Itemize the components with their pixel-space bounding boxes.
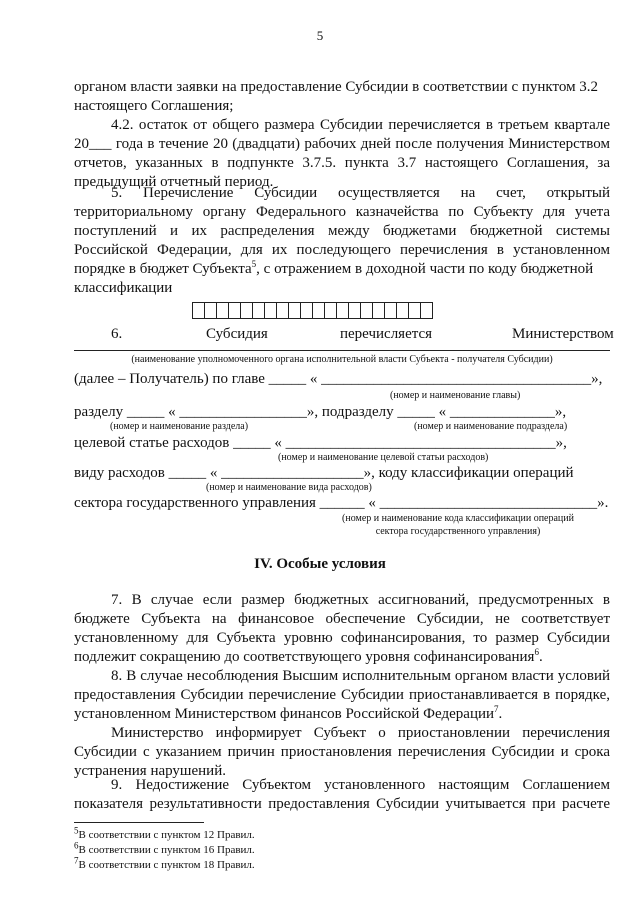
footnote-text: В соответствии с пунктом 18 Правил. [78,859,255,871]
footnote-mark: 5 [74,825,79,836]
text-line: (далее – Получатель) по главе _____ « ____________________________________», [74,371,603,387]
field-caption: (номер и наименование кода классификации операций [342,513,574,524]
text-line: 5. Перечисление Субсидии осуществляется на счет, открытый [111,185,610,201]
field-caption: (номер и наименование раздела) [110,421,249,432]
text-line: Российской Федерации, для их последующего перечисления в установленном [74,242,610,258]
field-caption: (номер и наименование главы) [390,390,521,401]
text-line: Субсидии с указанием причин приостановления перечисления Субсидии и срока [74,744,610,760]
clause-number: 6. [111,326,123,342]
text-line: устранения нарушений. [74,763,226,779]
text-line: 7. В случае если размер бюджетных ассигнований, предусмотренных в [111,592,610,608]
text-span: перечисляется [340,326,433,342]
text-span: установленном Министерством финансов Российской Федерации [74,706,495,722]
footnote-mark: 7 [74,855,79,866]
text-line: предоставления Субсидии перечисление Субсидии приостанавливается в порядке, [74,687,610,703]
page-number: 5 [316,28,324,43]
field-caption: (номер и наименование вида расходов) [206,482,372,493]
text-line: 4.2. остаток от общего размера Субсидии перечисляется в третьем квартале [111,117,610,133]
text-line: 9. Недостижение Субъектом установленного настоящим Соглашением [111,777,610,793]
text-line: целевой статье расходов _____ « ____________________________________», [74,435,567,451]
text-span: Министерством [512,326,614,342]
text-line: установленном Министерством финансов Российской Федерации$^7$. [74,704,503,722]
field-caption: (номер и наименование подраздела) [414,421,568,432]
field-caption: (наименование уполномоченного органа исполнительной власти Субъекта - получателя Субсидии) [131,354,553,365]
code-cell[interactable] [420,302,433,319]
text-line: Министерство информирует Субъект о приостановлении перечисления [111,725,610,741]
footnote-ref: 6 [534,647,539,657]
text-line: органом власти заявки на предоставление Субсидии в соответствии с пунктом 3.2 [74,79,599,95]
text-span: Субсидия [206,326,268,342]
text-line: отчетов, указанных в подпункте 3.7.5. пункта 3.7 настоящего Соглашения, за [74,155,610,171]
classification-code-boxes[interactable] [193,302,433,319]
text-line: подлежит сокращению до соответствующего уровня софинансирования$^6$. [74,647,543,665]
text-span: подлежит сокращению до соответствующего уровня софинансирования [74,649,535,665]
text-line [74,260,610,279]
text-line: 20___ года в течение 20 (двадцати) рабочих дней после получения Министерством [74,136,610,152]
text-line: разделу _____ « _________________», подразделу _____ « ______________», [74,404,567,420]
text-line: территориальному органу Федерального казначейства по Субъекту для учета [74,204,610,220]
footnote-text: В соответствии с пунктом 16 Правил. [78,844,255,856]
footnote [74,855,255,872]
fill-line [74,350,610,351]
text-line: классификации [74,280,173,296]
text-line: настоящего Соглашения; [74,98,234,114]
text-line: предыдущий отчетный период. [74,174,274,190]
text-line: сектора государственного управления ______ « _____________________________». [74,495,609,511]
footnote-text: В соответствии с пунктом 12 Правил. [78,829,255,841]
field-caption: сектора государственного управления) [375,526,541,537]
footnote-mark: 6 [74,840,79,851]
text-line: виду расходов _____ « ___________________», коду классификации операций [74,465,574,481]
text-span: , с отражением в доходной части по коду бюджетной [256,261,594,277]
footnote [74,825,255,842]
footnote-ref: 5 [251,259,257,269]
section-heading: IV. Особые условия [254,556,386,572]
footnote [74,840,255,857]
text-line: 8. В случае несоблюдения Высшим исполнительным органом власти условий [111,668,610,684]
text-line: поступлений и их распределения между бюджетами бюджетной системы [74,223,610,239]
text-line: бюджете Субъекта на финансовое обеспечение Субсидии, не соответствует [74,611,610,627]
footnote-ref: 7 [494,704,499,714]
text-line: показателя результативности предоставления Субсидии учитывается при расчете [74,796,610,812]
footnote-separator [74,822,204,823]
field-caption: (номер и наименование целевой статьи расходов) [278,452,489,463]
text-span: порядке в бюджет Субъекта [74,261,252,277]
text-line: установленному для Субъекта уровню софинансирования, то размер Субсидии [74,630,610,646]
